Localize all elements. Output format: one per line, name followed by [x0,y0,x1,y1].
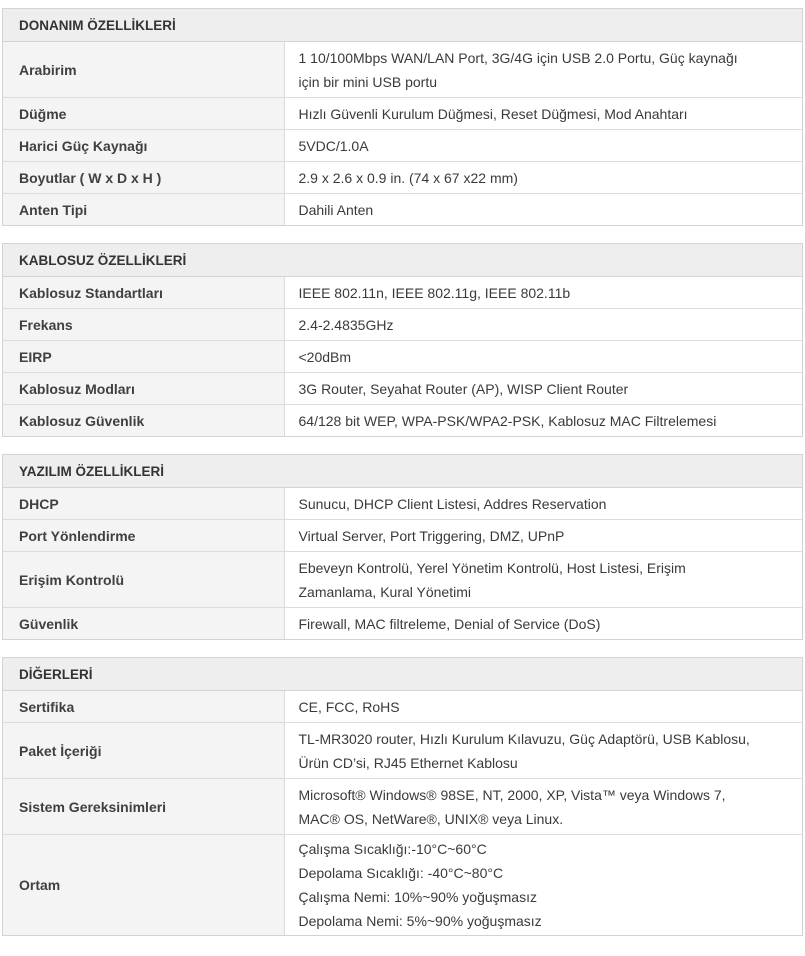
table-row [3,130,802,162]
spec-key: Sistem Gereksinimleri [3,779,284,835]
spec-value-line: 1 10/100Mbps WAN/LAN Port, 3G/4G için USB 2.0 Portu, Güç kaynağı [298,49,738,66]
spec-key: Ortam [3,835,284,936]
spec-key: Düğme [3,98,284,130]
section-hardware [2,8,803,226]
spec-value [284,779,802,835]
spec-value: IEEE 802.11n, IEEE 802.11g, IEEE 802.11b [284,277,802,309]
table-row [3,608,802,640]
spec-value-line: TL-MR3020 router, Hızlı Kurulum Kılavuzu, Güç Adaptörü, USB Kablosu, [298,730,750,747]
spec-value: Hızlı Güvenli Kurulum Düğmesi, Reset Düğmesi, Mod Anahtarı [284,98,802,130]
spec-key: Kablosuz Modları [3,373,284,405]
spec-key: Paket İçeriği [3,723,284,779]
spec-key: Boyutlar ( W x D x H ) [3,162,284,194]
spec-key: EIRP [3,341,284,373]
table-row [3,309,802,341]
section-title: KABLOSUZ ÖZELLİKLERİ [3,244,802,277]
spec-key: DHCP [3,488,284,520]
table-row [3,42,802,98]
table-row [3,488,802,520]
table-row [3,98,802,130]
section-title: DONANIM ÖZELLİKLERİ [3,9,802,42]
table-row [3,723,802,779]
spec-key: Sertifika [3,691,284,723]
table-row [3,520,802,552]
spec-value-line: Çalışma Nemi: 10%~90% yoğuşmasız [298,889,537,905]
spec-value: Firewall, MAC filtreleme, Denial of Service (DoS) [284,608,802,640]
spec-value-line: Çalışma Sıcaklığı:-10°C~60°C [298,841,487,857]
spec-key: Frekans [3,309,284,341]
spec-value [284,835,802,936]
spec-key: Güvenlik [3,608,284,640]
spec-table [3,691,802,935]
table-row [3,552,802,608]
spec-key: Kablosuz Standartları [3,277,284,309]
table-row [3,835,802,936]
spec-value: Dahili Anten [284,194,802,226]
spec-value: Sunucu, DHCP Client Listesi, Addres Reservation [284,488,802,520]
spec-value-line: için bir mini USB portu [298,73,437,90]
spec-value [284,42,802,98]
spec-value-line: Microsoft® Windows® 98SE, NT, 2000, XP, Vista™ veya Windows 7, [298,786,726,803]
spec-value: Virtual Server, Port Triggering, DMZ, UPnP [284,520,802,552]
spec-value: 64/128 bit WEP, WPA-PSK/WPA2-PSK, Kablosuz MAC Filtrelemesi [284,405,802,437]
table-row [3,373,802,405]
spec-value: CE, FCC, RoHS [284,691,802,723]
spec-key: Arabirim [3,42,284,98]
section-title: DİĞERLERİ [3,658,802,691]
spec-key: Port Yönlendirme [3,520,284,552]
section-wireless [2,243,803,437]
spec-value [284,552,802,608]
spec-key: Kablosuz Güvenlik [3,405,284,437]
table-row [3,194,802,226]
spec-value-line: Depolama Nemi: 5%~90% yoğuşmasız [298,913,542,929]
spec-key: Harici Güç Kaynağı [3,130,284,162]
spec-value-line: Ebeveyn Kontrolü, Yerel Yönetim Kontrolü, Host Listesi, Erişim [298,559,686,576]
spec-value: 2.4-2.4835GHz [284,309,802,341]
table-row [3,405,802,437]
section-software [2,454,803,640]
spec-value: 3G Router, Seyahat Router (AP), WISP Client Router [284,373,802,405]
table-row [3,277,802,309]
table-row [3,779,802,835]
spec-value-line: MAC® OS, NetWare®, UNIX® veya Linux. [298,810,564,827]
spec-value-line: Depolama Sıcaklığı: -40°C~80°C [298,865,504,881]
spec-value: <20dBm [284,341,802,373]
spec-table [3,277,802,436]
section-other [2,657,803,936]
spec-value: 2.9 x 2.6 x 0.9 in. (74 x 67 x22 mm) [284,162,802,194]
spec-table [3,42,802,225]
spec-table [3,488,802,639]
spec-value-line: Zamanlama, Kural Yönetimi [298,583,471,600]
spec-value [284,723,802,779]
spec-key: Anten Tipi [3,194,284,226]
spec-value: 5VDC/1.0A [284,130,802,162]
table-row [3,162,802,194]
spec-value-line: Ürün CD’si, RJ45 Ethernet Kablosu [298,754,518,771]
section-title: YAZILIM ÖZELLİKLERİ [3,455,802,488]
table-row [3,341,802,373]
spec-key: Erişim Kontrolü [3,552,284,608]
table-row [3,691,802,723]
